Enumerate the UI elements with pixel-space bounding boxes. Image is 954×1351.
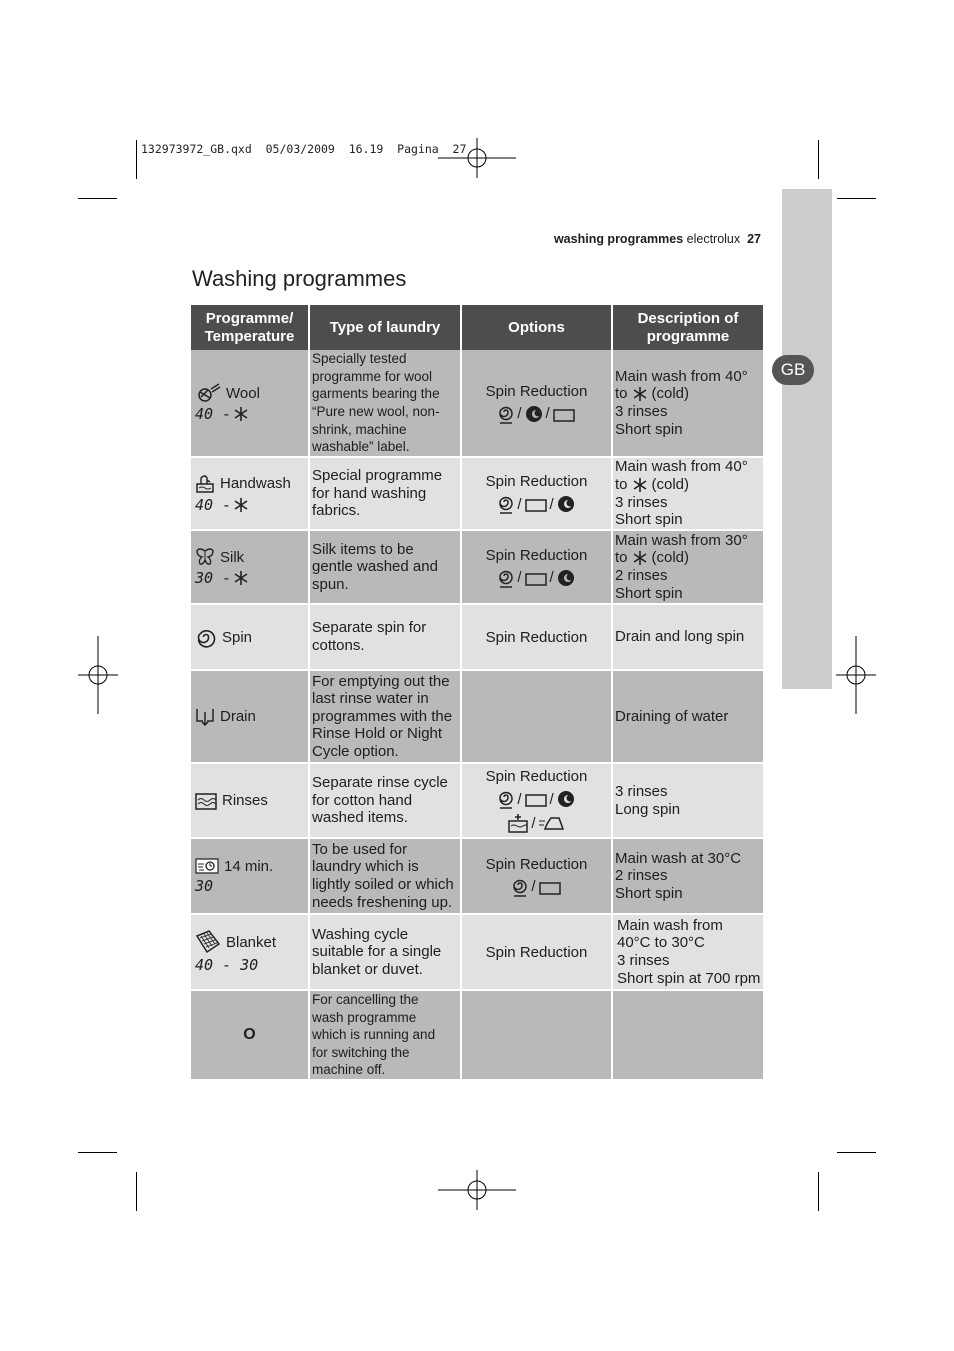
column-header-options (462, 305, 611, 350)
programme-cell-silk (191, 531, 308, 603)
cold-icon (632, 477, 648, 493)
laundry-text: Silk items to be gentle washed and spun. (312, 540, 438, 593)
description-line: to (615, 385, 628, 403)
rinses-icon (195, 791, 217, 811)
registration-mark-right (836, 636, 876, 714)
options-cell: Spin Reduction / / / (462, 764, 611, 837)
options-cell (462, 915, 611, 989)
description-cell (613, 915, 763, 989)
crop-mark (818, 140, 819, 179)
description-cell (613, 531, 763, 603)
spin-icon (498, 789, 514, 809)
cold-icon (632, 550, 648, 566)
crop-mark (78, 1152, 117, 1153)
option-label: Spin Reduction (485, 473, 588, 490)
description-line: 2 rinses (615, 867, 668, 885)
column-header-label: Options (508, 318, 565, 336)
description-line: Short spin (615, 511, 683, 529)
options-cell (462, 671, 611, 762)
laundry-cell: For emptying out the last rinse water in programmes with the Rinse Hold or Night Cycle option. (310, 671, 460, 762)
laundry-cell (310, 458, 460, 529)
laundry-cell (310, 531, 460, 603)
header-brand: electrolux (686, 232, 741, 246)
spin-icon (498, 494, 514, 514)
description-cell (613, 671, 763, 762)
description-line: 3 rinses (617, 952, 670, 969)
temperature-range: 30 - (195, 569, 232, 587)
crop-mark (136, 140, 137, 179)
crop-mark (818, 1172, 819, 1211)
laundry-cell: Specially tested programme for wool garments bearing the “Pure new wool, non-shrink, machine washable” label. (310, 350, 460, 456)
laundry-cell (310, 605, 460, 669)
programme-cell-14-min (191, 839, 308, 913)
column-header-label: Type of laundry (329, 318, 441, 336)
programme-name: Spin (222, 628, 253, 646)
page-title: Washing programmes (192, 266, 407, 291)
options-cell: Spin Reduction / / (462, 458, 611, 529)
laundry-text: For cancelling the wash programme which is running and for switching the machine off. (312, 992, 436, 1078)
description-line: Short spin (615, 884, 683, 902)
extra-rinse-icon (508, 813, 528, 833)
description-line: Short spin (615, 420, 683, 438)
running-header (554, 232, 761, 246)
programme-name: Silk (220, 548, 245, 566)
crop-mark (136, 1172, 137, 1211)
spin-icon (195, 626, 217, 648)
laundry-text: Separate rinse cycle for cotton hand washed items. (312, 774, 448, 827)
night-cycle-icon (525, 405, 543, 423)
description-cell (613, 605, 763, 669)
description-line: Long spin (615, 800, 681, 818)
print-slug: 132973972_GB.qxd 05/03/2009 16.19 Pagina 27 (141, 142, 467, 156)
laundry-cell (310, 915, 460, 989)
laundry-text: Separate spin for cottons. (312, 619, 427, 654)
rinse-hold-icon (525, 791, 547, 807)
description-line: to (615, 475, 628, 493)
laundry-text: Special programme for hand washing fabrics. (312, 467, 443, 520)
temperature-range: 40 - (195, 495, 232, 514)
drain-icon (195, 707, 215, 727)
quick-wash-icon (195, 857, 219, 875)
cold-icon (632, 386, 648, 402)
spin-icon (498, 568, 514, 588)
programme-name: Drain (220, 708, 256, 725)
description-line: Short spin at 700 rpm (617, 969, 761, 987)
spin-icon (512, 877, 528, 897)
options-cell: Spin Reduction / / (462, 531, 611, 603)
option-label: Spin Reduction (485, 855, 588, 873)
programme-name: Blanket (226, 933, 277, 951)
description-line: 3 rinses (615, 493, 668, 511)
wool-icon (195, 383, 221, 403)
description-line: Short spin (615, 584, 683, 602)
option-label: Spin Reduction (485, 943, 588, 961)
description-line: 3 rinses (615, 782, 668, 800)
language-tab: GB (772, 355, 814, 385)
description-line: 40°C to 30°C (617, 934, 705, 952)
registration-mark-left (78, 636, 118, 714)
night-cycle-icon (557, 569, 575, 587)
description-cell (613, 350, 763, 456)
column-header-label: Programme/ Temperature (204, 309, 295, 345)
options-cell: Spin Reduction / (462, 839, 611, 913)
programme-cell-wool (191, 350, 308, 456)
laundry-cell (310, 991, 460, 1079)
programme-name: Rinses (222, 792, 268, 809)
column-header-label: Description of programme (637, 309, 739, 345)
programme-cell-blanket (191, 915, 308, 989)
description-line: to (615, 549, 628, 567)
description-cell (613, 839, 763, 913)
temperature-range: 30 (195, 877, 214, 895)
description-line: (cold) (651, 385, 690, 403)
page-number: 27 (747, 232, 761, 246)
description-cell (613, 991, 763, 1079)
rinse-hold-icon (525, 496, 547, 512)
description-line: Main wash from 30° (615, 531, 748, 549)
description-cell (613, 764, 763, 837)
laundry-cell (310, 764, 460, 837)
description-line: Draining of water (615, 707, 729, 725)
column-header-laundry (310, 305, 460, 350)
column-header-description (613, 305, 763, 350)
description-line: Main wash from (617, 916, 723, 934)
laundry-cell: To be used for laundry which is lightly soiled or which needs freshening up. (310, 839, 460, 913)
crop-mark (837, 198, 876, 199)
crop-mark (78, 198, 117, 199)
description-line: (cold) (651, 475, 690, 493)
rinse-hold-icon (553, 406, 575, 422)
spin-icon (498, 404, 514, 424)
option-label: Spin Reduction (485, 628, 588, 646)
option-label: Spin Reduction (485, 546, 588, 564)
option-label: Spin Reduction (485, 382, 588, 400)
programme-cell-drain (191, 671, 308, 762)
cold-icon (233, 497, 249, 513)
column-header-programme (191, 305, 308, 350)
night-cycle-icon (557, 495, 575, 513)
description-line: Main wash from 40° (615, 367, 748, 385)
programme-name: Handwash (220, 475, 291, 492)
description-line: Drain and long spin (615, 628, 745, 646)
programme-cell-handwash (191, 458, 308, 529)
programme-name: 14 min. (224, 857, 274, 875)
cold-icon (233, 570, 249, 586)
silk-icon (195, 547, 215, 567)
description-line: 2 rinses (615, 567, 668, 584)
rinse-hold-icon (525, 570, 547, 586)
side-tab-bar (782, 189, 832, 689)
options-cell: Spin Reduction / / (462, 350, 611, 456)
temperature-range: 40 - (195, 405, 232, 423)
header-section: washing programmes (553, 232, 684, 246)
description-line: (cold) (651, 549, 690, 567)
cold-icon (233, 406, 249, 422)
easy-iron-icon (539, 815, 565, 831)
description-line: 3 rinses (615, 403, 668, 420)
rinse-hold-icon (539, 879, 561, 895)
handwash-icon (195, 474, 215, 494)
option-label: Spin Reduction (485, 768, 588, 785)
night-cycle-icon (557, 790, 575, 808)
temperature-range: 40 - 30 (195, 956, 259, 974)
programme-cell-off (191, 991, 308, 1079)
crop-mark (837, 1152, 876, 1153)
programme-cell-spin (191, 605, 308, 669)
description-cell (613, 458, 763, 529)
description-line: Main wash from 40° (615, 458, 748, 476)
registration-mark-bottom (438, 1170, 516, 1210)
programme-cell-rinses (191, 764, 308, 837)
programme-name: Wool (226, 384, 260, 402)
programme-name: O (243, 1026, 256, 1043)
options-cell (462, 605, 611, 669)
laundry-text: Washing cycle suitable for a single blanket or duvet. (312, 925, 442, 978)
blanket-icon (195, 930, 221, 954)
options-cell (462, 991, 611, 1079)
description-line: Main wash at 30°C (615, 849, 742, 867)
